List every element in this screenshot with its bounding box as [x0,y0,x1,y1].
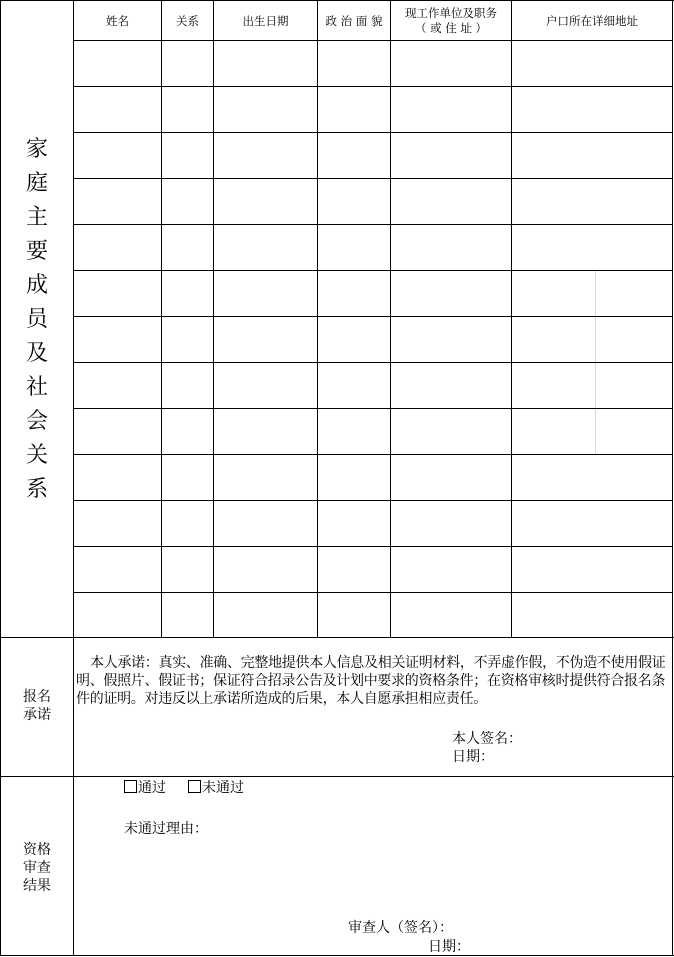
title-char: 员 [25,307,48,332]
signature-label: 本人签名： [452,731,522,747]
header-name: 姓名 [106,14,129,28]
fail-reason-label: 未通过理由： [124,821,208,837]
row-line [73,408,673,409]
section-separator-commitment [0,637,674,638]
review-label-line: 资格 [23,842,51,858]
title-char: 成 [25,273,48,298]
section-separator-review [0,776,674,777]
pass-option[interactable] [124,779,166,797]
col-divider-3 [317,0,318,637]
family-section-title [1,133,73,507]
pass-label: 通过 [138,780,166,796]
review-label-line: 结果 [23,878,51,894]
title-char: 要 [25,239,48,264]
row-line [73,362,673,363]
title-char: 及 [25,341,48,366]
col-divider-4 [390,0,391,637]
row-line [73,592,673,593]
review-label-line: 审查 [23,860,51,876]
title-char: 家 [25,137,48,162]
col-divider-5 [511,0,512,637]
row-line [73,132,673,133]
commitment-text: 本人承诺：真实、准确、完整地提供本人信息及相关证明材料，不弄虚作假，不伪造不使用假证明、假照片、假证书；保证符合招录公告及计划中要求的资格条件；在资格审核时提供符合报名条件的证明。对违反以上承诺所造成的后果，本人自愿承担相应责任。 [76,655,666,707]
fail-label: 未通过 [202,780,244,796]
commitment-label-line: 承诺 [23,707,51,723]
header-hukou-address: 户口所在详细地址 [546,14,638,28]
row-line [73,86,673,87]
title-char: 主 [25,205,48,230]
pass-checkbox[interactable] [124,780,137,793]
row-line [73,316,673,317]
header-row-bottom [73,40,673,41]
header-birth-date: 出生日期 [242,14,289,28]
reviewer-signature-label: 审查人（签名）： [348,920,453,936]
row-line [73,454,673,455]
top-border [0,0,674,1]
title-char: 社 [25,375,48,400]
header-relation: 关系 [176,14,199,28]
review-date-label: 日期： [428,939,470,955]
commitment-label-line: 报名 [23,689,51,705]
title-char: 系 [25,477,48,502]
header-work-unit: 现工作单位及职务 [405,6,497,20]
fail-checkbox[interactable] [188,780,201,793]
title-char: 庭 [25,171,48,196]
label-column-divider [73,0,74,956]
fail-option[interactable] [188,779,244,797]
title-char: 关 [25,443,48,468]
header-work-unit-alt: （ 或 住 址 ） [414,21,488,35]
col-divider-1 [161,0,162,637]
bottom-border [0,955,674,956]
row-line [73,546,673,547]
right-border [672,0,673,956]
row-line [73,178,673,179]
commitment-date-label: 日期： [452,749,494,765]
row-line [73,500,673,501]
header-political-status: 政 治 面 貌 [325,14,383,28]
row-line [73,270,673,271]
review-label [1,841,73,895]
row-line [73,224,673,225]
commitment-label [1,688,73,724]
col-divider-2 [213,0,214,637]
title-char: 会 [25,409,48,434]
